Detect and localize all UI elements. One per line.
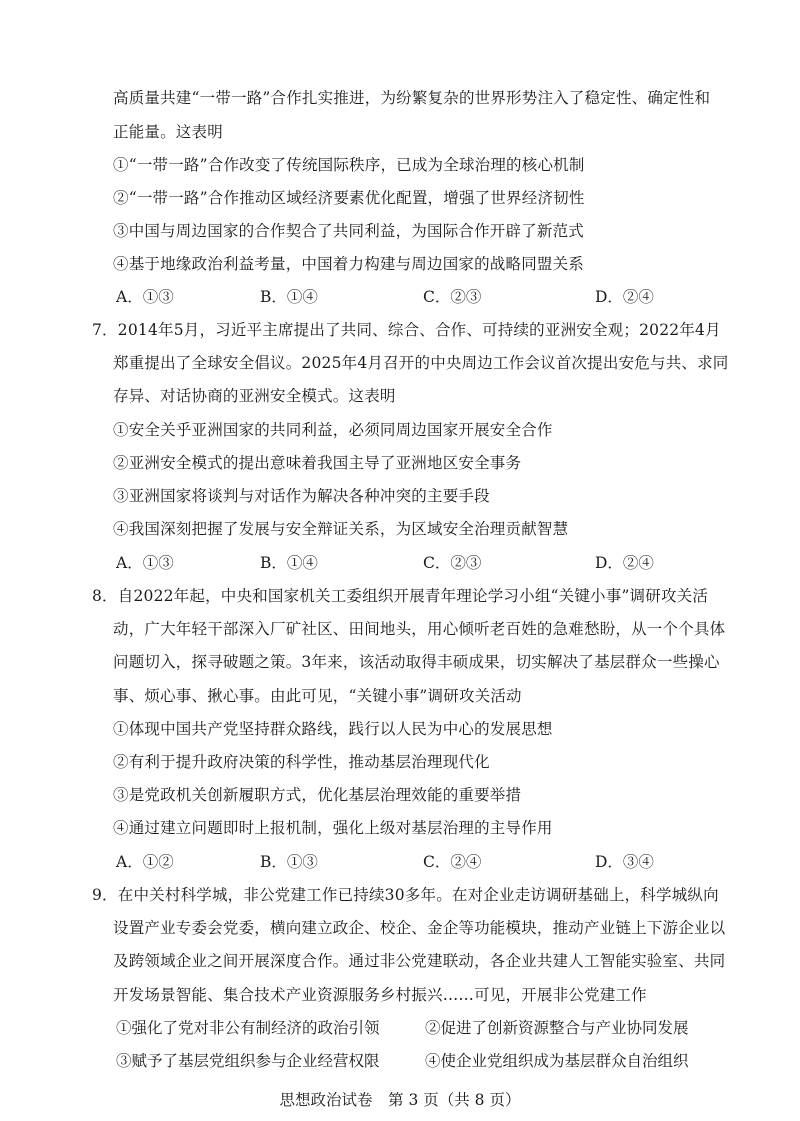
q7-line-3: 存异、对话协商的亚洲安全模式。这表明 [113,387,396,405]
q7-option-2: ②亚洲安全模式的提出意味着我国主导了亚洲地区安全事务 [113,454,522,472]
q9-line-2: 设置产业专委会党委，横向建立政企、校企、金企等功能模块，推动产业链上下游企业以 [113,919,726,937]
q7-first-line [92,320,721,340]
q9-line-3: 及跨领域企业之间开展深度合作。通过非公党建联动，各企业共建人工智能实验室、共同 [113,952,726,970]
q8-line-3: 问题切入，探寻破题之策。3年来，该活动取得丰硕成果，切实解决了基层群众一些操心 [113,653,720,671]
page-footer: 思想政治试卷 第 3 页（共 8 页） [279,1091,521,1109]
q7-answer-b: B．①④ [260,554,318,572]
intro-answer-c: C．②③ [423,288,482,306]
q8-answer-a: A．①② [116,853,174,871]
intro-answer-a: A．①③ [116,288,174,306]
q8-option-1: ①体现中国共产党坚持群众路线，践行以人民为中心的发展思想 [113,720,553,738]
q8-answer-d: D．③④ [595,853,654,871]
q7-answer-c: C．②③ [423,554,482,572]
q8-option-4: ④通过建立问题即时上报机制，强化上级对基层治理的主导作用 [113,819,553,837]
q7-option-1: ①安全关乎亚洲国家的共同利益，必须同周边国家开展安全合作 [113,421,553,439]
q8-number: 8． [92,587,118,605]
q7-answer-a: A．①③ [116,554,174,572]
q9-option-1: ①强化了党对非公有制经济的政治引领 [116,1019,380,1037]
q8-line-2: 动，广大年轻干部深入厂矿社区、田间地头，用心倾听老百姓的急难愁盼，从一个个具体 [113,620,726,638]
intro-option-1: ①“一带一路”合作改变了传统国际秩序，已成为全球治理的核心机制 [113,156,585,174]
intro-answer-d: D．②④ [595,288,654,306]
q7-option-4: ④我国深刻把握了发展与安全辩证关系，为区域安全治理贡献智慧 [113,520,569,538]
intro-line-2: 正能量。这表明 [113,123,223,141]
q9-option-4: ④使企业党组织成为基层群众自治组织 [425,1052,689,1070]
intro-option-2: ②“一带一路”合作推动区域经济要素优化配置，增强了世界经济韧性 [113,189,585,207]
intro-answer-b: B．①④ [260,288,318,306]
q9-line-1: 在中关村科学城，非公党建工作已持续30多年。在对企业走访调研基础上，科学城纵向 [117,886,719,904]
q9-option-2: ②促进了创新资源整合与产业协同发展 [425,1019,689,1037]
q7-option-3: ③亚洲国家将谈判与对话作为解决各种冲突的主要手段 [113,487,490,505]
q7-number: 7． [92,321,118,339]
q9-line-4: 开发场景智能、集合技术产业资源服务乡村振兴……可见，开展非公党建工作 [113,986,647,1004]
q8-line-1: 自2022年起，中央和国家机关工委组织开展青年理论学习小组“关键小事”调研攻关活 [117,587,709,605]
q9-option-3: ③赋予了基层党组织参与企业经营权限 [116,1052,380,1070]
q7-line-2: 郑重提出了全球安全倡议。2025年4月召开的中央周边工作会议首次提出安危与共、求同 [113,354,729,372]
intro-option-3: ③中国与周边国家的合作契合了共同利益，为国际合作开辟了新范式 [113,222,585,240]
intro-line-1: 高质量共建“一带一路”合作扎实推进，为纷繁复杂的世界形势注入了稳定性、确定性和 [113,89,711,107]
q9-number: 9． [92,886,118,904]
q8-first-line [92,586,708,606]
q8-option-2: ②有利于提升政府决策的科学性，推动基层治理现代化 [113,753,490,771]
q8-answer-c: C．②④ [423,853,482,871]
q7-answer-d: D．②④ [595,554,654,572]
q7-line-1: 2014年5月，习近平主席提出了共同、综合、合作、可持续的亚洲安全观；2022年4月 [117,321,721,339]
intro-option-4: ④基于地缘政治利益考量，中国着力构建与周边国家的战略同盟关系 [113,255,585,273]
q8-option-3: ③是党政机关创新履职方式，优化基层治理效能的重要举措 [113,786,522,804]
q8-answer-b: B．①③ [260,853,318,871]
q8-line-4: 事、烦心事、揪心事。由此可见，“关键小事”调研攻关活动 [113,687,522,705]
q9-first-line [92,885,719,905]
